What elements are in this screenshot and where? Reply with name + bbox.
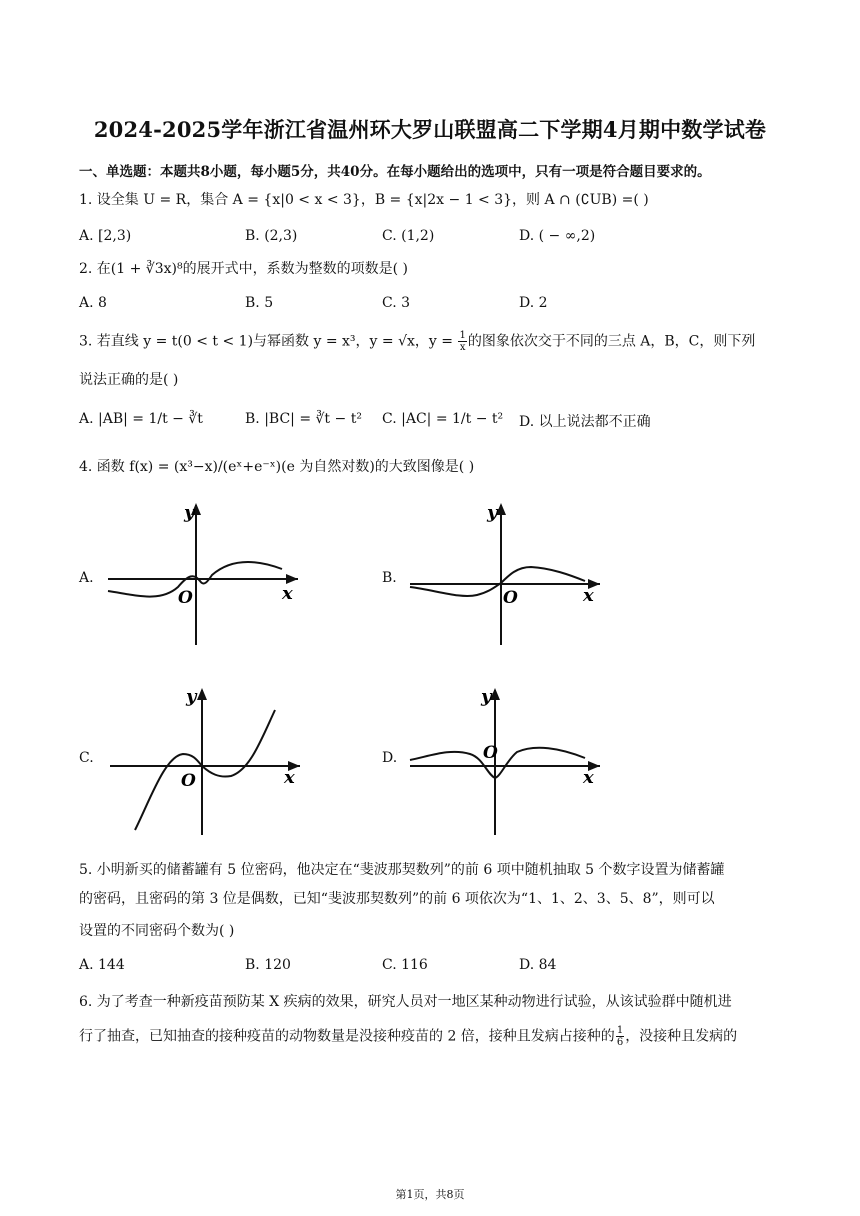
question-6-line-1: 6. 为了考查一种新疫苗预防某 X 疾病的效果，研究人员对一地区某种动物进行试验，从该试验群中随机进: [79, 994, 732, 1010]
q3-option-a: A. |AB| = 1/t − ∛t: [79, 411, 203, 427]
question-3-line-2: 说法正确的是( ): [79, 372, 179, 388]
question-4: 4. 函数 f(x) = (x³−x)/(eˣ+e⁻ˣ)(e 为自然对数)的大致图像是( ): [79, 459, 475, 475]
page-footer: 第1页，共8页: [395, 1188, 465, 1201]
graph-d-y-arrow: [490, 688, 500, 700]
graph-a-y-label: y: [184, 502, 195, 523]
q6-frac-num: 1: [616, 1025, 624, 1036]
q3-frac-num: 1: [459, 330, 466, 341]
q3-option-b: B. |BC| = ∛t − t²: [245, 411, 362, 427]
q3-fraction: [458, 330, 466, 353]
question-6-line-2: [79, 1025, 737, 1048]
graph-b-curve: [410, 567, 585, 596]
question-3: [79, 330, 755, 353]
question-1: 1. 设全集 U = R，集合 A = {x|0 < x < 3}，B = {x|2x − 1 < 3}，则 A ∩ (∁UB) =( ): [79, 192, 649, 208]
graph-c: [105, 680, 305, 840]
q3-option-c: C. |AC| = 1/t − t²: [382, 411, 504, 427]
section-heading: 一、单选题：本题共8小题，每小题5分，共40分。在每小题给出的选项中，只有一项是符合题目要求的。: [79, 164, 711, 180]
graph-c-y-arrow: [197, 688, 207, 700]
graph-b-y-label: y: [487, 502, 498, 523]
q3-frac-den: x: [459, 342, 466, 353]
q6-text-b: ，没接种且发病的: [625, 1028, 738, 1045]
question-5-line-3: 设置的不同密码个数为( ): [79, 923, 235, 939]
q2-option-b: B. 5: [245, 295, 274, 311]
q3-text-a: 3. 若直线 y = t(0 < t < 1)与幂函数 y = x³，y = √x，y =: [79, 333, 458, 350]
q1-option-d: D. ( − ∞,2): [519, 228, 596, 244]
graph-c-x-label: x: [284, 767, 295, 788]
q5-option-b: B. 120: [245, 957, 291, 973]
q5-option-d: D. 84: [519, 957, 557, 973]
graph-b-x-label: x: [583, 585, 594, 606]
q3-text-b: 的图象依次交于不同的三点 A，B，C，则下列: [467, 333, 756, 350]
q2-option-c: C. 3: [382, 295, 411, 311]
q6-frac-den: 6: [616, 1037, 624, 1048]
q6-fraction: [616, 1025, 624, 1048]
graph-c-curve: [135, 710, 275, 830]
q1-option-c: C. (1,2): [382, 228, 435, 244]
graph-b: [405, 495, 605, 650]
q5-option-c: C. 116: [382, 957, 428, 973]
graph-d-x-label: x: [583, 767, 594, 788]
graph-a-origin: O: [178, 588, 193, 608]
question-5-line-1: 5. 小明新买的储蓄罐有 5 位密码，他决定在“斐波那契数列”的前 6 项中随机抽取 5 个数字设置为储蓄罐: [79, 862, 725, 878]
graph-a: [100, 495, 300, 650]
graph-d-origin: O: [483, 743, 498, 763]
graph-d: [405, 680, 605, 840]
question-2: 2. 在(1 + ∛3x)⁸的展开式中，系数为整数的项数是( ): [79, 261, 408, 277]
q1-option-a: A. [2,3): [79, 228, 132, 244]
q2-option-a: A. 8: [79, 295, 107, 311]
q6-text-a: 行了抽查，已知抽查的接种疫苗的动物数量是没接种疫苗的 2 倍，接种且发病占接种的: [79, 1028, 615, 1045]
q2-option-d: D. 2: [519, 295, 548, 311]
graph-c-label: C.: [79, 750, 94, 766]
graph-a-label: A.: [79, 570, 94, 586]
graph-d-y-label: y: [481, 686, 492, 707]
graph-d-label: D.: [382, 750, 398, 766]
q5-option-a: A. 144: [79, 957, 125, 973]
graph-b-origin: O: [503, 588, 518, 608]
graph-c-y-label: y: [186, 686, 197, 707]
q3-option-d: D. 以上说法都不正确: [519, 414, 651, 430]
graph-c-origin: O: [181, 771, 196, 791]
question-5-line-2: 的密码，且密码的第 3 位是偶数，已知“斐波那契数列”的前 6 项依次为“1、1、2、3、5、8”，则可以: [79, 891, 715, 907]
graph-b-y-arrow: [496, 503, 506, 515]
graph-b-label: B.: [382, 570, 397, 586]
page-title: 2024-2025学年浙江省温州环大罗山联盟高二下学期4月期中数学试卷: [93, 117, 767, 142]
q1-option-b: B. (2,3): [245, 228, 298, 244]
graph-a-x-label: x: [282, 583, 293, 604]
